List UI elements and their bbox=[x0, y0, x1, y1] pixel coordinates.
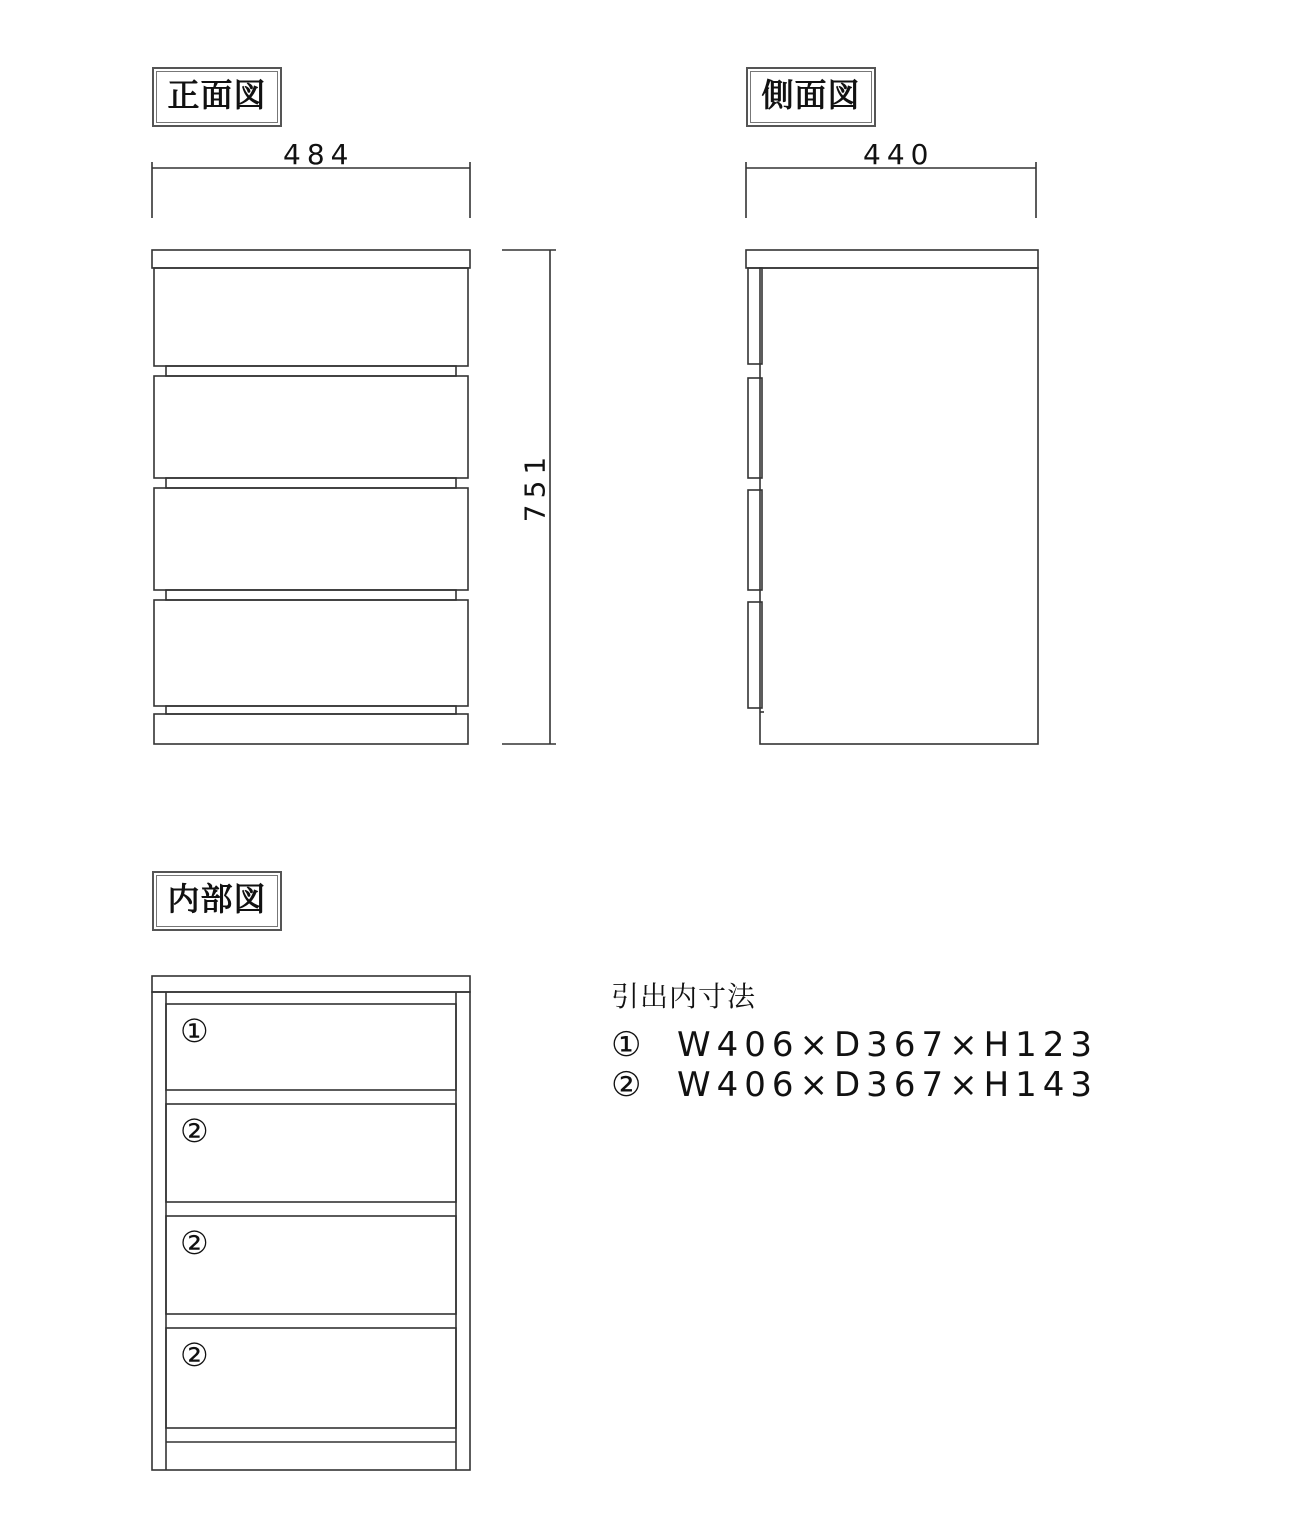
interior-drawer-number-2: ② bbox=[180, 1112, 209, 1150]
side-depth-value: 440 bbox=[863, 138, 935, 171]
drawer-spec-row bbox=[611, 1065, 1098, 1105]
front-view-label: 正面図 bbox=[152, 67, 282, 127]
front-view bbox=[152, 250, 470, 744]
drawer-spec-mark: ① bbox=[611, 1025, 642, 1065]
drawer-spec-value: W406×D367×H143 bbox=[677, 1065, 1099, 1105]
interior-view-label: 内部図 bbox=[152, 871, 282, 931]
interior-drawer-number-1: ① bbox=[180, 1012, 209, 1050]
interior-drawer-number-4: ② bbox=[180, 1336, 209, 1374]
front-width-value: 484 bbox=[283, 138, 355, 171]
side-view bbox=[746, 250, 1038, 744]
drawer-spec-value: W406×D367×H123 bbox=[677, 1025, 1099, 1065]
drawer-spec-row bbox=[611, 1025, 1098, 1065]
height-value: 751 bbox=[518, 450, 552, 523]
interior-drawer-number-3: ② bbox=[180, 1224, 209, 1262]
side-view-label: 側面図 bbox=[746, 67, 876, 127]
interior-view bbox=[152, 976, 470, 1470]
drawer-specs-title: 引出内寸法 bbox=[611, 980, 757, 1013]
drawer-spec-mark: ② bbox=[611, 1065, 642, 1105]
